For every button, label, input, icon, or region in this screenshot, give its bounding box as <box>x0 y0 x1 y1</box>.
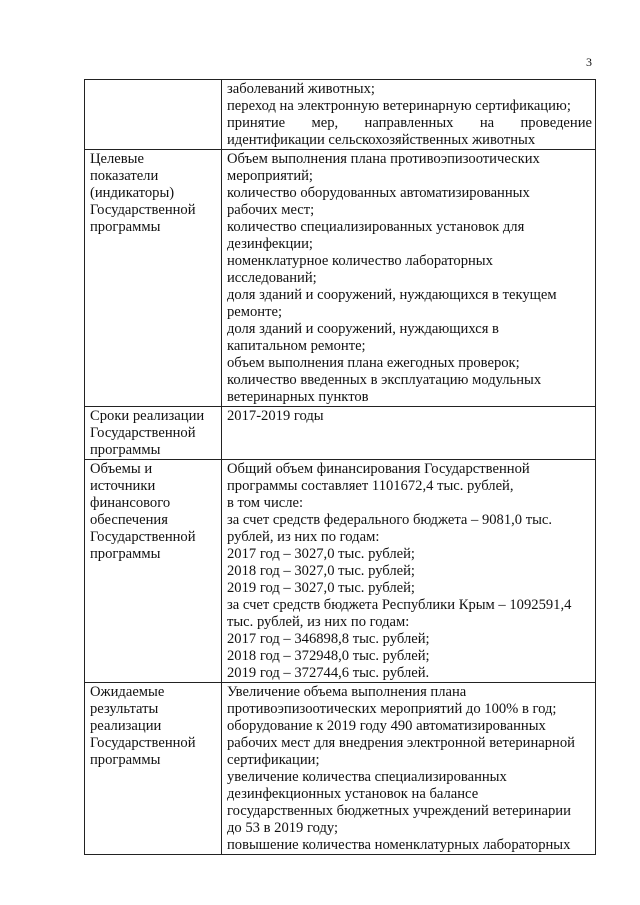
value-line: оборудование к 2019 году 490 автоматизированных <box>227 718 546 734</box>
value-line: тыс. рублей, из них по годам: <box>227 614 410 630</box>
row-value-cell <box>222 407 596 460</box>
value-line: принятие мер, направленных на проведение <box>227 115 592 131</box>
value-line: за счет средств федерального бюджета – 9081,0 тыс. <box>227 512 553 528</box>
label-line: Государственной <box>90 529 196 545</box>
value-line: Объем выполнения плана противоэпизоотических <box>227 151 540 167</box>
row-value-cell <box>222 460 596 683</box>
label-line: обеспечения <box>90 512 168 528</box>
label-line: Ожидаемые <box>90 684 165 700</box>
label-line: программы <box>90 546 161 562</box>
value-line: 2017-2019 годы <box>227 408 324 424</box>
value-line: сертификации; <box>227 752 320 768</box>
value-line: исследований; <box>227 270 317 286</box>
value-line: дезинфекционных установок на балансе <box>227 786 479 802</box>
value-line: заболеваний животных; <box>227 81 375 97</box>
table-row <box>85 407 596 460</box>
label-line: Государственной <box>90 425 196 441</box>
label-line: Целевые <box>90 151 144 167</box>
row-value-cell <box>222 80 596 150</box>
value-line: мероприятий; <box>227 168 313 184</box>
table-row <box>85 150 596 407</box>
page-number: 3 <box>586 55 592 69</box>
value-line: увеличение количества специализированных <box>227 769 507 785</box>
value-line: 2018 год – 3027,0 тыс. рублей; <box>227 563 415 579</box>
table-body <box>85 80 596 855</box>
label-line: Государственной <box>90 202 196 218</box>
value-line: количество специализированных установок для <box>227 219 525 235</box>
label-line: Сроки реализации <box>90 408 205 424</box>
value-line: 2019 год – 372744,6 тыс. рублей. <box>227 665 430 681</box>
value-line: государственных бюджетных учреждений ветеринарии <box>227 803 571 819</box>
value-line: доля зданий и сооружений, нуждающихся в <box>227 321 499 337</box>
row-label-cell <box>85 150 222 407</box>
value-line: объем выполнения плана ежегодных проверок; <box>227 355 520 371</box>
value-line: рабочих мест для внедрения электронной ветеринарной <box>227 735 575 751</box>
value-line: повышение количества номенклатурных лабораторных <box>227 837 571 853</box>
table-row <box>85 80 596 150</box>
value-line: номенклатурное количество лабораторных <box>227 253 493 269</box>
row-label-cell <box>85 80 222 150</box>
value-line: идентификации сельскохозяйственных животных <box>227 132 536 148</box>
label-line: программы <box>90 442 161 458</box>
value-line: ремонте; <box>227 304 283 320</box>
value-line: рублей, из них по годам: <box>227 529 380 545</box>
value-line: программы составляет 1101672,4 тыс. рублей, <box>227 478 514 494</box>
label-line: результаты <box>90 701 159 717</box>
value-line: 2018 год – 372948,0 тыс. рублей; <box>227 648 430 664</box>
label-line: программы <box>90 752 161 768</box>
value-line: рабочих мест; <box>227 202 315 218</box>
row-label-cell <box>85 683 222 855</box>
row-value-cell <box>222 150 596 407</box>
value-line: дезинфекции; <box>227 236 313 252</box>
value-line: переход на электронную ветеринарную сертификацию; <box>227 98 571 114</box>
label-line: (индикаторы) <box>90 185 175 201</box>
label-line: источники <box>90 478 156 494</box>
passport-table <box>84 79 596 855</box>
value-line: до 53 в 2019 году; <box>227 820 339 836</box>
value-line: противоэпизоотических мероприятий до 100% в год; <box>227 701 557 717</box>
value-line: количество оборудованных автоматизированных <box>227 185 530 201</box>
value-line: количество введенных в эксплуатацию модульных <box>227 372 542 388</box>
row-label-cell <box>85 407 222 460</box>
table-row <box>85 683 596 855</box>
row-value-cell <box>222 683 596 855</box>
value-line: 2017 год – 3027,0 тыс. рублей; <box>227 546 415 562</box>
label-line: финансового <box>90 495 171 511</box>
table-row <box>85 460 596 683</box>
label-line: программы <box>90 219 161 235</box>
value-line: за счет средств бюджета Республики Крым – 1092591,4 <box>227 597 572 613</box>
value-line: Общий объем финансирования Государственной <box>227 461 530 477</box>
label-line: Объемы и <box>90 461 153 477</box>
value-line: Увеличение объема выполнения плана <box>227 684 467 700</box>
value-line: капитальном ремонте; <box>227 338 366 354</box>
value-line: ветеринарных пунктов <box>227 389 369 405</box>
label-line: показатели <box>90 168 159 184</box>
value-line: 2017 год – 346898,8 тыс. рублей; <box>227 631 430 647</box>
row-label-cell <box>85 460 222 683</box>
value-line: 2019 год – 3027,0 тыс. рублей; <box>227 580 415 596</box>
label-line: Государственной <box>90 735 196 751</box>
value-line: в том числе: <box>227 495 304 511</box>
label-line: реализации <box>90 718 162 734</box>
value-line: доля зданий и сооружений, нуждающихся в текущем <box>227 287 557 303</box>
